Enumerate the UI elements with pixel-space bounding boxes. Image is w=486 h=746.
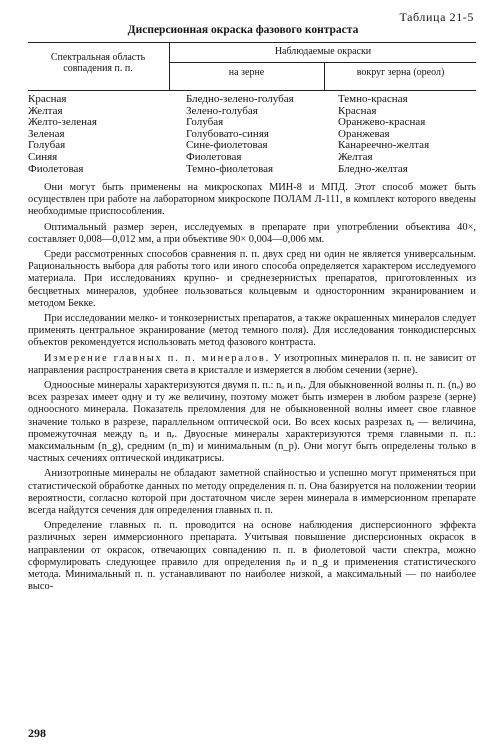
- cell-on-grain: Голубая: [186, 116, 224, 129]
- section-heading: Измерение главных п. п. минералов.: [44, 352, 271, 364]
- page-number: 298: [28, 726, 46, 740]
- paragraph: Оптимальный размер зерен, исследуемых в препарате при употреблении объектива 40×, составляет 0,008—0,012 мм, а при объективе 90× 0,004—0,006 мм.: [28, 221, 476, 245]
- table-header-rule: [28, 90, 476, 91]
- col-header-observed-colors: Наблюдаемые окраски: [274, 46, 372, 57]
- table-body: [28, 94, 476, 175]
- cell-halo: Красная: [338, 104, 377, 117]
- cell-region: Синяя: [28, 150, 58, 163]
- cell-on-grain: Бледно-зелено-голубая: [186, 93, 294, 105]
- table-row: [28, 152, 476, 164]
- table-row: [28, 164, 476, 176]
- cell-on-grain: Сине-фиолетовая: [186, 139, 268, 152]
- cell-on-grain: Темно-фиолетовая: [186, 162, 274, 175]
- cell-halo: Оранжево-красная: [338, 116, 426, 129]
- cell-region: Желтая: [28, 104, 63, 117]
- cell-halo: Темно-красная: [338, 93, 408, 105]
- cell-halo: Бледно-желтая: [338, 162, 408, 175]
- cell-region: Красная: [28, 93, 67, 105]
- cell-on-grain: Фиолетовая: [186, 150, 242, 163]
- section-lead-text: У изотропных минералов п. п. не зависит от направления распространения света в кристалле и измеряется в любом сечении (зерне).: [28, 352, 476, 376]
- section-paragraph: [28, 353, 476, 377]
- paragraph: Анизотропные минералы не обладают заметной спайностью и успешно могут применяться при статистической обработке данных по методу определения п. п. Она базируется на положении теории вероятности, согласно которой при достаточном числе зерен минерала в иммерсионном препарате всегда найдутся сечения для определения главных п. п.: [28, 468, 476, 517]
- body-text: [28, 182, 476, 597]
- col-header-spectral-region: Спектральная область совпадения п. п.: [50, 52, 146, 74]
- group-header-rule: [170, 62, 476, 63]
- cell-region: Зеленая: [28, 127, 65, 140]
- table-row: [28, 140, 476, 152]
- table-top-rule: [28, 42, 476, 43]
- cell-on-grain: Голубовато-синяя: [186, 127, 269, 140]
- cell-region: Голубая: [28, 139, 66, 152]
- cell-on-grain: Зелено-голубая: [186, 104, 258, 117]
- col-header-halo: вокруг зерна (ореол): [356, 67, 445, 78]
- paragraph: Определение главных п. п. проводится на основе наблюдения дисперсионного эффекта различных зерен иммерсионного препарата. Учитывая повышение дисперсионных окрасок в направлении от окрасок, отвечающих совпадению п. п. в фиолетовой части спектра, можно сформулировать следующее правило для определения nₚ и n_g и применения статистического метода. Минимальный п. п. устанавливают по наиболее низкой, а максимальный — по наиболее высо-: [28, 520, 476, 593]
- col-header-on-grain: на зерне: [228, 67, 265, 78]
- paragraph: При исследовании мелко- и тонкозернистых препаратов, а также окрашенных минералов следует применять центральное экранирование (метод темного поля). Для исследования тонкодисперсных объектов рекомендуется использовать метод фазового контраста.: [28, 313, 476, 349]
- cell-halo: Канареечно-желтая: [338, 139, 430, 152]
- table-title: Дисперсионная окраска фазового контраста: [127, 24, 359, 36]
- table-row: [28, 94, 476, 106]
- paragraph: Они могут быть применены на микроскопах МИН-8 и МПД. Этот способ может быть осуществлен при работе на лабораторном микроскопе ПОЛАМ Л-111, в комплект которого введены необходимые приспособления.: [28, 182, 476, 218]
- table-number-label: Таблица 21-5: [399, 10, 474, 24]
- paragraph: Среди рассмотренных способов сравнения п. п. двух сред ни один не является универсальным. Рациональность выбора для работы того или иного способа определяется характером исследуемого материала. При исследованиях крупно- и среднезернистых препаратов, приготовленных из бесцветных минералов, удобнее пользоваться кольцевым и односторонним экранированием и методом Бекке.: [28, 249, 476, 309]
- paragraph: Одноосные минералы характеризуются двумя п. п.: nₒ и nₑ. Для обыкновенной волны п. п. (nₒ) во всех разрезах имеет одну и ту же величину, поэтому может быть измерен в любом разрезе (зерне) одноосного минерала. Показатель преломления для не обыкновенной волны имеет свое главное значение только в разрезе, параллельном оптической оси. Во всех косых разрезах nₑ — величина, промежуточная между nₒ и nₑ. Двуосные минералы характеризуются тремя главными п. п.: максимальным (n_g), средним (n_m) и минимальным (n_p). Они могут быть определены только в частных сечениях оптической индикатрисы.: [28, 380, 476, 465]
- cell-halo: Желтая: [338, 150, 373, 163]
- cell-region: Фиолетовая: [28, 162, 84, 175]
- cell-region: Желто-зеленая: [28, 116, 97, 129]
- cell-halo: Оранжевая: [338, 127, 390, 140]
